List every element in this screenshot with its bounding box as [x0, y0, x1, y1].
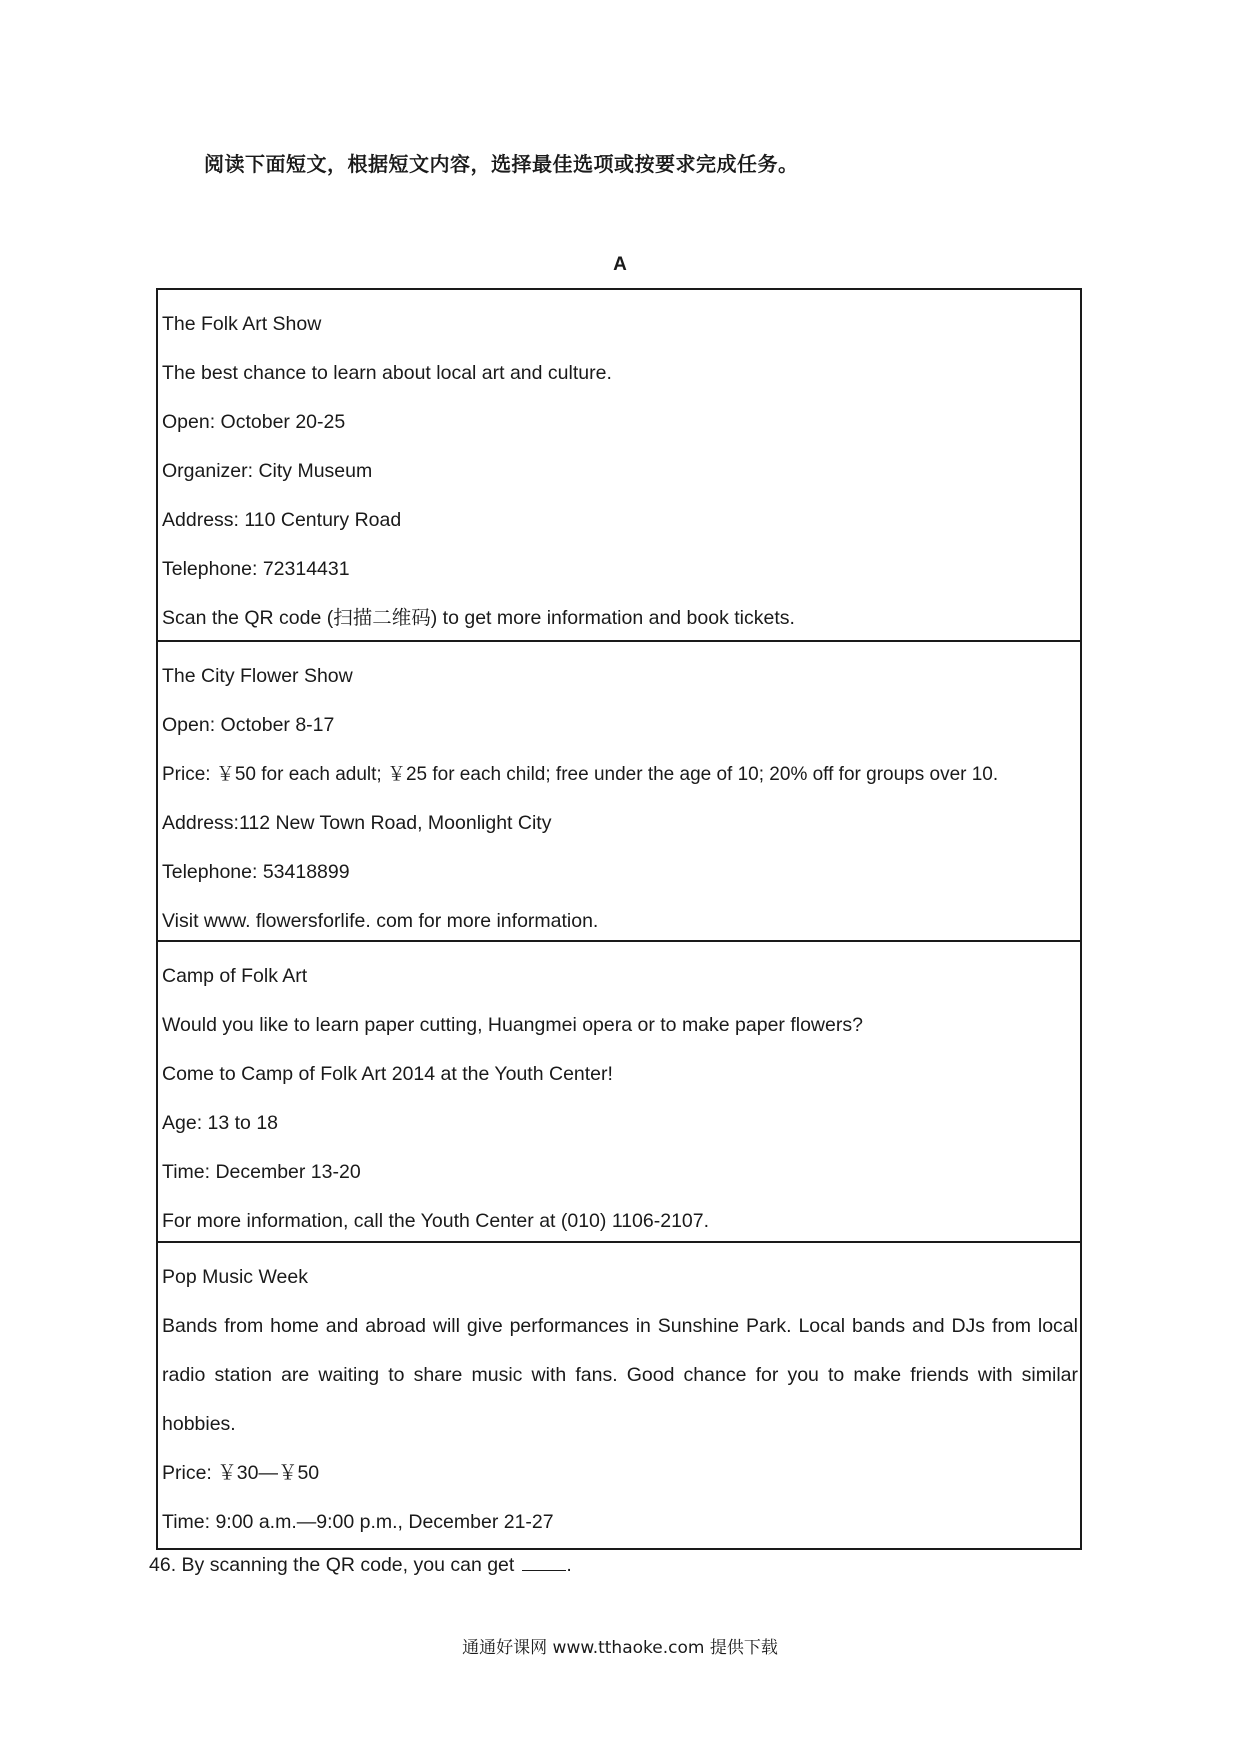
ad-title: The Folk Art Show: [162, 313, 322, 335]
ad-line: Would you like to learn paper cutting, Huangmei opera or to make paper flowers?: [162, 1014, 863, 1036]
question-text: 46. By scanning the QR code, you can get: [149, 1554, 515, 1576]
ad-city-flower-show: [158, 642, 1080, 942]
ad-line: Time: December 13-20: [162, 1161, 361, 1183]
ad-line: For more information, call the Youth Center at (010) 1106-2107.: [162, 1210, 710, 1232]
answer-blank[interactable]: [522, 1552, 566, 1571]
question-46: [149, 1552, 572, 1577]
question-end: .: [566, 1554, 572, 1576]
ad-line: Open: October 20-25: [162, 411, 346, 433]
ad-paragraph: Bands from home and abroad will give performances in Sunshine Park. Local bands and DJs from local radio station are waiting to share music with fans. Good chance for you to make friends with similar hobbies.: [162, 1315, 1078, 1435]
ad-title: Camp of Folk Art: [162, 965, 308, 987]
ad-line: Come to Camp of Folk Art 2014 at the Youth Center!: [162, 1063, 613, 1085]
ad-line: Scan the QR code (扫描二维码) to get more information and book tickets.: [162, 607, 795, 629]
ad-line: The best chance to learn about local art and culture.: [162, 362, 612, 384]
ad-title: Pop Music Week: [162, 1266, 308, 1288]
ad-line: Organizer: City Museum: [162, 460, 373, 482]
ads-table: [156, 288, 1082, 1550]
ad-line: Price: ￥50 for each adult; ￥25 for each child; free under the age of 10; 20% off for groups over 10.: [162, 764, 999, 785]
ad-time: Time: 9:00 a.m.—9:00 p.m., December 21-27: [162, 1511, 554, 1533]
ad-line: Open: October 8-17: [162, 714, 335, 736]
ad-line: Telephone: 72314431: [162, 558, 350, 580]
ad-camp-of-folk-art: [158, 942, 1080, 1243]
ad-folk-art-show: [158, 290, 1080, 642]
footer-source: 通通好课网 www.tthaoke.com 提供下载: [462, 1638, 778, 1658]
ad-price: Price: ￥30—￥50: [162, 1462, 320, 1484]
instruction-heading: 阅读下面短文，根据短文内容，选择最佳选项或按要求完成任务。: [204, 152, 799, 176]
ad-pop-music-week: [158, 1243, 1080, 1548]
ad-line: Address: 110 Century Road: [162, 509, 402, 531]
ad-line: Age: 13 to 18: [162, 1112, 279, 1134]
ad-line: Address:112 New Town Road, Moonlight City: [162, 812, 552, 834]
ad-title: The City Flower Show: [162, 665, 353, 687]
section-label: A: [613, 254, 627, 275]
ad-line: Telephone: 53418899: [162, 861, 350, 883]
ad-line: Visit www. flowersforlife. com for more information.: [162, 910, 599, 932]
